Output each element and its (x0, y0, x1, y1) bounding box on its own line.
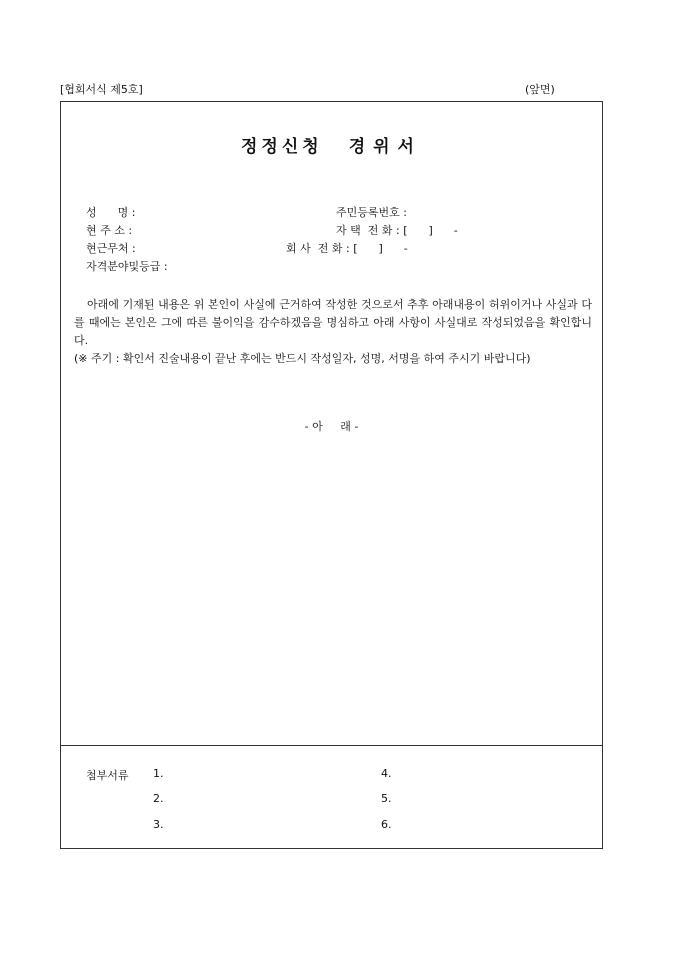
workplace-field[interactable]: 현근무처 : (86, 242, 136, 255)
page-side-label: (앞면) (525, 83, 555, 96)
statement-text: 아래에 기재된 내용은 위 본인이 사실에 근거하여 작성한 것으로서 추후 아래내용이 허위이거나 사실과 다를 때에는 본인은 그에 따른 불이익을 감수하겠음을 명심하고 아래 사항이 사실대로 작성되었음을 확인합니다. (74, 298, 592, 347)
name-field[interactable]: 성 명 : (86, 206, 136, 219)
attachment-item[interactable]: 3. (153, 818, 164, 831)
office-phone-field[interactable]: 회 사 전 화 : [ ] - (286, 242, 408, 255)
section-divider (61, 745, 602, 746)
attachment-item[interactable]: 2. (153, 792, 164, 805)
attachment-item[interactable]: 5. (381, 792, 392, 805)
statement-block (74, 296, 592, 368)
notice-heading: - 아 래 - (304, 420, 359, 433)
address-field[interactable]: 현 주 소 : (86, 224, 133, 237)
attachments-label: 첨부서류 (86, 769, 129, 782)
note-text: (※ 주기 : 확인서 진술내용이 끝난 후에는 반드시 작성일자, 성명, 서명을 하여 주시기 바랍니다) (74, 352, 531, 365)
document-title (61, 132, 602, 157)
form-number: [협회서식 제5호] (60, 83, 143, 96)
qualification-field[interactable]: 자격분야및등급 : (86, 260, 168, 273)
id-number-field[interactable]: 주민등록번호 : (336, 206, 407, 219)
form-frame (60, 101, 603, 849)
title-part-2: 경위서 (348, 137, 422, 157)
attachment-item[interactable]: 4. (381, 767, 392, 780)
home-phone-field[interactable]: 자 택 전 화 : [ ] - (336, 224, 458, 237)
title-part-1: 정정신청 (241, 137, 323, 157)
attachment-item[interactable]: 1. (153, 767, 164, 780)
attachment-item[interactable]: 6. (381, 818, 392, 831)
